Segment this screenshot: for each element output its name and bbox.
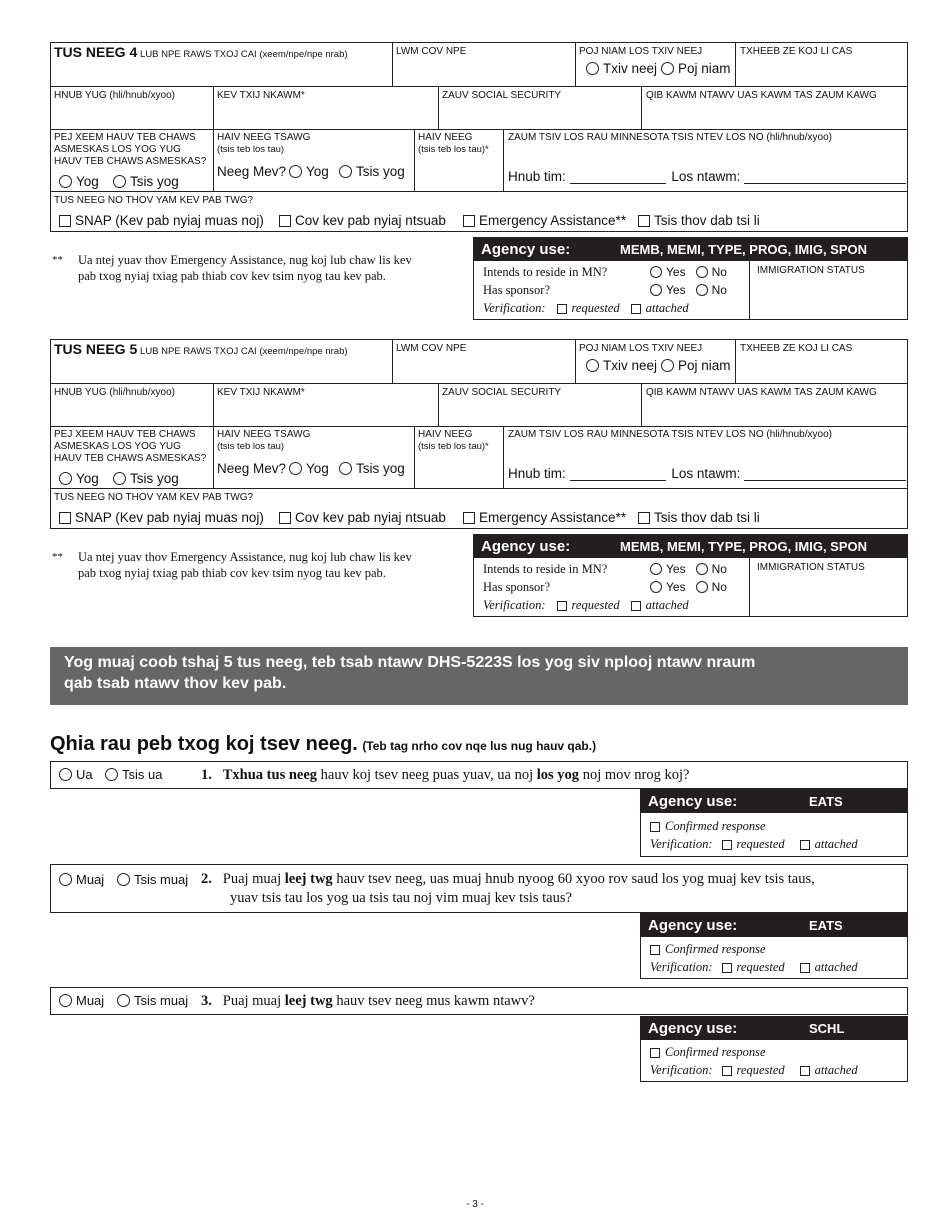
gender-male-option[interactable]: Txiv neej [586,358,657,373]
section-heading [50,733,596,756]
relationship-field[interactable]: TXHEEB ZE KOJ LI CAS [740,343,853,354]
program-emergency-option[interactable]: Emergency Assistance** [463,213,626,228]
checkbox-icon[interactable] [463,512,475,524]
attached-checkbox[interactable] [800,840,810,850]
requested-checkbox[interactable] [722,1066,732,1076]
radio-icon[interactable] [113,472,126,485]
page-number: - 3 - [466,1199,484,1210]
checkbox-icon[interactable] [279,512,291,524]
attached-checkbox[interactable] [800,963,810,973]
citizen-no-option[interactable]: Tsis yog [113,174,179,189]
q1-text: 1. Txhua tus neeg hauv koj tsev neeg puas yuav, ua noj los yog noj mov nrog koj? [201,767,690,783]
checkbox-icon[interactable] [650,1048,660,1058]
reside-yes-radio[interactable] [650,266,662,278]
reside-no-radio[interactable] [696,563,708,575]
reside-mn-options: Yes No [650,265,727,279]
moved-date-line[interactable] [570,467,666,481]
program-snap-option[interactable]: SNAP (Kev pab nyiaj muas noj) [59,213,264,228]
radio-icon[interactable] [59,994,72,1007]
reside-mn-label: Intends to reside in MN? [483,265,608,279]
radio-icon[interactable] [339,462,352,475]
radio-icon[interactable] [586,359,599,372]
radio-icon[interactable] [289,462,302,475]
moved-date-line[interactable] [570,170,666,184]
ethnicity-label: HAIV NEEG TSAWG [217,429,311,440]
ssn-field[interactable]: ZAUV SOCIAL SECURITY [442,90,562,101]
attached-checkbox[interactable] [631,304,641,314]
moved-date-field[interactable]: Hnub tim: Los ntawm: [508,169,906,184]
hispanic-question: Neeg Mev? [217,164,287,179]
checkbox-icon[interactable] [59,512,71,524]
citizen-label: PEJ XEEM HAUV TEB CHAWS ASMESKAS LOS YOG YUG HAUV TEB CHAWS ASMESKAS? [54,429,207,464]
sponsor-label: Has sponsor? [483,283,551,297]
more-people-banner [50,647,908,705]
race-label: HAIV NEEG [418,429,473,440]
person-grid [50,339,908,529]
requested-checkbox[interactable] [722,963,732,973]
gender-female-option[interactable]: Poj niam [661,61,731,76]
question-2-row [50,864,908,913]
legal-name-field[interactable]: TUS NEEG 5 LUB NPE RAWS TXOJ CAI (xeem/npe/npe nrab) [54,341,348,357]
checkbox-icon[interactable] [463,215,475,227]
q1-agency-box: Agency use: EATS Confirmed response Verification: requested attached [640,789,908,857]
hispanic-no-option[interactable]: Tsis yog [339,461,405,476]
radio-icon[interactable] [661,62,674,75]
radio-icon[interactable] [117,994,130,1007]
q2-text-line-2: yuav tsis tau los yog ua tsis tau noj vim muaj kev tsis taus? [230,890,572,906]
citizen-label: PEJ XEEM HAUV TEB CHAWS ASMESKAS LOS YOG YUG HAUV TEB CHAWS ASMESKAS? [54,132,207,167]
radio-icon[interactable] [59,768,72,781]
citizen-yes-option[interactable]: Yog [59,471,99,486]
programs-label: TUS NEEG NO THOV YAM KEV PAB TWG? [54,492,254,503]
radio-icon[interactable] [586,62,599,75]
checkbox-icon[interactable] [279,215,291,227]
program-emergency-option[interactable]: Emergency Assistance** [463,510,626,525]
section-title: Qhia rau peb txog koj tsev neeg. [50,733,358,755]
q3-confirmed-checkbox[interactable]: Confirmed response [650,1045,766,1060]
education-field[interactable]: QIB KAWM NTAWV UAS KAWM TAS ZAUM KAWG [646,90,877,101]
q1-no-option[interactable]: Tsis ua [105,767,162,782]
attached-checkbox[interactable] [800,1066,810,1076]
race-optional[interactable]: (tsis teb los tau)* [418,441,489,452]
person-grid [50,42,908,232]
radio-icon[interactable] [105,768,118,781]
gender-female-option[interactable]: Poj niam [661,358,731,373]
sponsor-yes-radio[interactable] [650,284,662,296]
emergency-footnote: ** Ua ntej yuav thov Emergency Assistance, nug koj lub chaw lis kev pab txog nyiaj txiag pab thiab cov kev tsim nyog tau kev pab. [52,550,412,580]
hispanic-yes-option[interactable]: Yog [289,164,329,179]
other-names-field[interactable]: LWM COV NPE [396,46,467,57]
radio-icon[interactable] [289,165,302,178]
marital-status-field[interactable]: KEV TXIJ NKAWM* [217,90,305,101]
agency-use-box: Agency use: MEMB, MEMI, TYPE, PROG, IMIG, SPON Intends to reside in MN? Yes No Has sponsor? Yes No Verification: requested attached IMMIGRATION STATUS [473,237,908,320]
banner-line-1: Yog muaj coob tshaj 5 tus neeg, teb tsab ntawv DHS-5223S los yog siv nplooj ntawv nraum [64,654,756,671]
race-label: HAIV NEEG [418,132,473,143]
moved-from-line[interactable] [744,170,906,184]
person-block-4 [50,42,908,315]
birth-date-field[interactable]: HNUB YUG (hli/hnub/xyoo) [54,90,175,101]
gender-label: POJ NIAM LOS TXIV NEEJ [579,343,703,354]
citizen-no-option[interactable]: Tsis yog [113,471,179,486]
program-none-option[interactable]: Tsis thov dab tsi li [638,213,760,228]
program-cash-option[interactable]: Cov kev pab nyiaj ntsuab [279,213,446,228]
attached-checkbox[interactable] [631,601,641,611]
banner-line-2: qab tsab ntawv thov kev pab. [64,675,287,692]
reside-yes-radio[interactable] [650,563,662,575]
reside-no-radio[interactable] [696,266,708,278]
q3-verification: Verification: requested attached [650,1063,858,1077]
q3-text: 3. Puaj muaj leej twg hauv tsev neeg mus kawm ntawv? [201,993,535,1009]
radio-icon[interactable] [59,873,72,886]
question-1-row [50,761,908,789]
sponsor-yes-radio[interactable] [650,581,662,593]
hispanic-no-option[interactable]: Tsis yog [339,164,405,179]
hispanic-yes-option[interactable]: Yog [289,461,329,476]
moved-from-line[interactable] [744,467,906,481]
person-block-5 [50,339,908,612]
ssn-field[interactable]: ZAUV SOCIAL SECURITY [442,387,562,398]
reside-mn-options: Yes No [650,562,727,576]
requested-checkbox[interactable] [722,840,732,850]
requested-checkbox[interactable] [557,304,567,314]
hispanic-question: Neeg Mev? [217,461,287,476]
q1-yes-option[interactable]: Ua [59,767,93,782]
immigration-status-label: IMMIGRATION STATUS [757,562,865,573]
requested-checkbox[interactable] [557,601,567,611]
checkbox-icon[interactable] [59,215,71,227]
sponsor-no-radio[interactable] [696,284,708,296]
q2-verification: Verification: requested attached [650,960,858,974]
moved-date-field[interactable]: Hnub tim: Los ntawm: [508,466,906,481]
checkbox-icon[interactable] [638,512,650,524]
programs-label: TUS NEEG NO THOV YAM KEV PAB TWG? [54,195,254,206]
checkbox-icon[interactable] [638,215,650,227]
checkbox-icon[interactable] [650,822,660,832]
sponsor-no-radio[interactable] [696,581,708,593]
marital-status-field[interactable]: KEV TXIJ NKAWM* [217,387,305,398]
reside-mn-label: Intends to reside in MN? [483,562,608,576]
race-optional[interactable]: (tsis teb los tau)* [418,144,489,155]
education-field[interactable]: QIB KAWM NTAWV UAS KAWM TAS ZAUM KAWG [646,387,877,398]
gender-label: POJ NIAM LOS TXIV NEEJ [579,46,703,57]
radio-icon[interactable] [339,165,352,178]
other-names-field[interactable]: LWM COV NPE [396,343,467,354]
radio-icon[interactable] [661,359,674,372]
birth-date-field[interactable]: HNUB YUG (hli/hnub/xyoo) [54,387,175,398]
relationship-field[interactable]: TXHEEB ZE KOJ LI CAS [740,46,853,57]
legal-name-field[interactable]: TUS NEEG 4 LUB NPE RAWS TXOJ CAI (xeem/npe/npe nrab) [54,44,348,60]
radio-icon[interactable] [113,175,126,188]
agency-use-box: Agency use: MEMB, MEMI, TYPE, PROG, IMIG, SPON Intends to reside in MN? Yes No Has sponsor? Yes No Verification: requested attached IMMIGRATION STATUS [473,534,908,617]
program-none-option[interactable]: Tsis thov dab tsi li [638,510,760,525]
radio-icon[interactable] [59,472,72,485]
radio-icon[interactable] [117,873,130,886]
q3-agency-box: Agency use: SCHL Confirmed response Verification: requested attached [640,1016,908,1082]
q1-verification: Verification: requested attached [650,837,858,851]
q1-confirmed-checkbox[interactable]: Confirmed response [650,819,766,834]
ethnicity-label: HAIV NEEG TSAWG [217,132,311,143]
program-snap-option[interactable]: SNAP (Kev pab nyiaj muas noj) [59,510,264,525]
question-3-row [50,987,908,1015]
sponsor-label: Has sponsor? [483,580,551,594]
q2-yes-option[interactable]: Muaj [59,872,104,887]
q2-no-option[interactable]: Tsis muaj [117,872,188,887]
q2-text: 2. Puaj muaj leej twg hauv tsev neeg, uas muaj hnub nyoog 60 xyoo rov saud los yog muaj kev tsis taus, [201,871,815,887]
program-cash-option[interactable]: Cov kev pab nyiaj ntsuab [279,510,446,525]
sponsor-options: Yes No [650,580,727,594]
q2-agency-box: Agency use: EATS Confirmed response Verification: requested attached [640,913,908,979]
checkbox-icon[interactable] [650,945,660,955]
emergency-footnote: ** Ua ntej yuav thov Emergency Assistance, nug koj lub chaw lis kev pab txog nyiaj txiag pab thiab cov kev tsim nyog tau kev pab. [52,253,412,283]
ethnicity-optional: (tsis teb los tau) [217,144,285,155]
section-subtitle: (Teb tag nrho cov nqe lus nug hauv qab.) [362,739,597,753]
gender-male-option[interactable]: Txiv neej [586,61,657,76]
q3-yes-option[interactable]: Muaj [59,993,104,1008]
agency-verification: Verification: requested attached [483,301,689,315]
sponsor-options: Yes No [650,283,727,297]
moved-to-mn-label: ZAUM TSIV LOS RAU MINNESOTA TSIS NTEV LOS NO (hli/hnub/xyoo) [508,132,832,143]
citizen-yes-option[interactable]: Yog [59,174,99,189]
immigration-status-label: IMMIGRATION STATUS [757,265,865,276]
radio-icon[interactable] [59,175,72,188]
moved-to-mn-label: ZAUM TSIV LOS RAU MINNESOTA TSIS NTEV LOS NO (hli/hnub/xyoo) [508,429,832,440]
q2-confirmed-checkbox[interactable]: Confirmed response [650,942,766,957]
agency-verification: Verification: requested attached [483,598,689,612]
ethnicity-optional: (tsis teb los tau) [217,441,285,452]
q3-no-option[interactable]: Tsis muaj [117,993,188,1008]
